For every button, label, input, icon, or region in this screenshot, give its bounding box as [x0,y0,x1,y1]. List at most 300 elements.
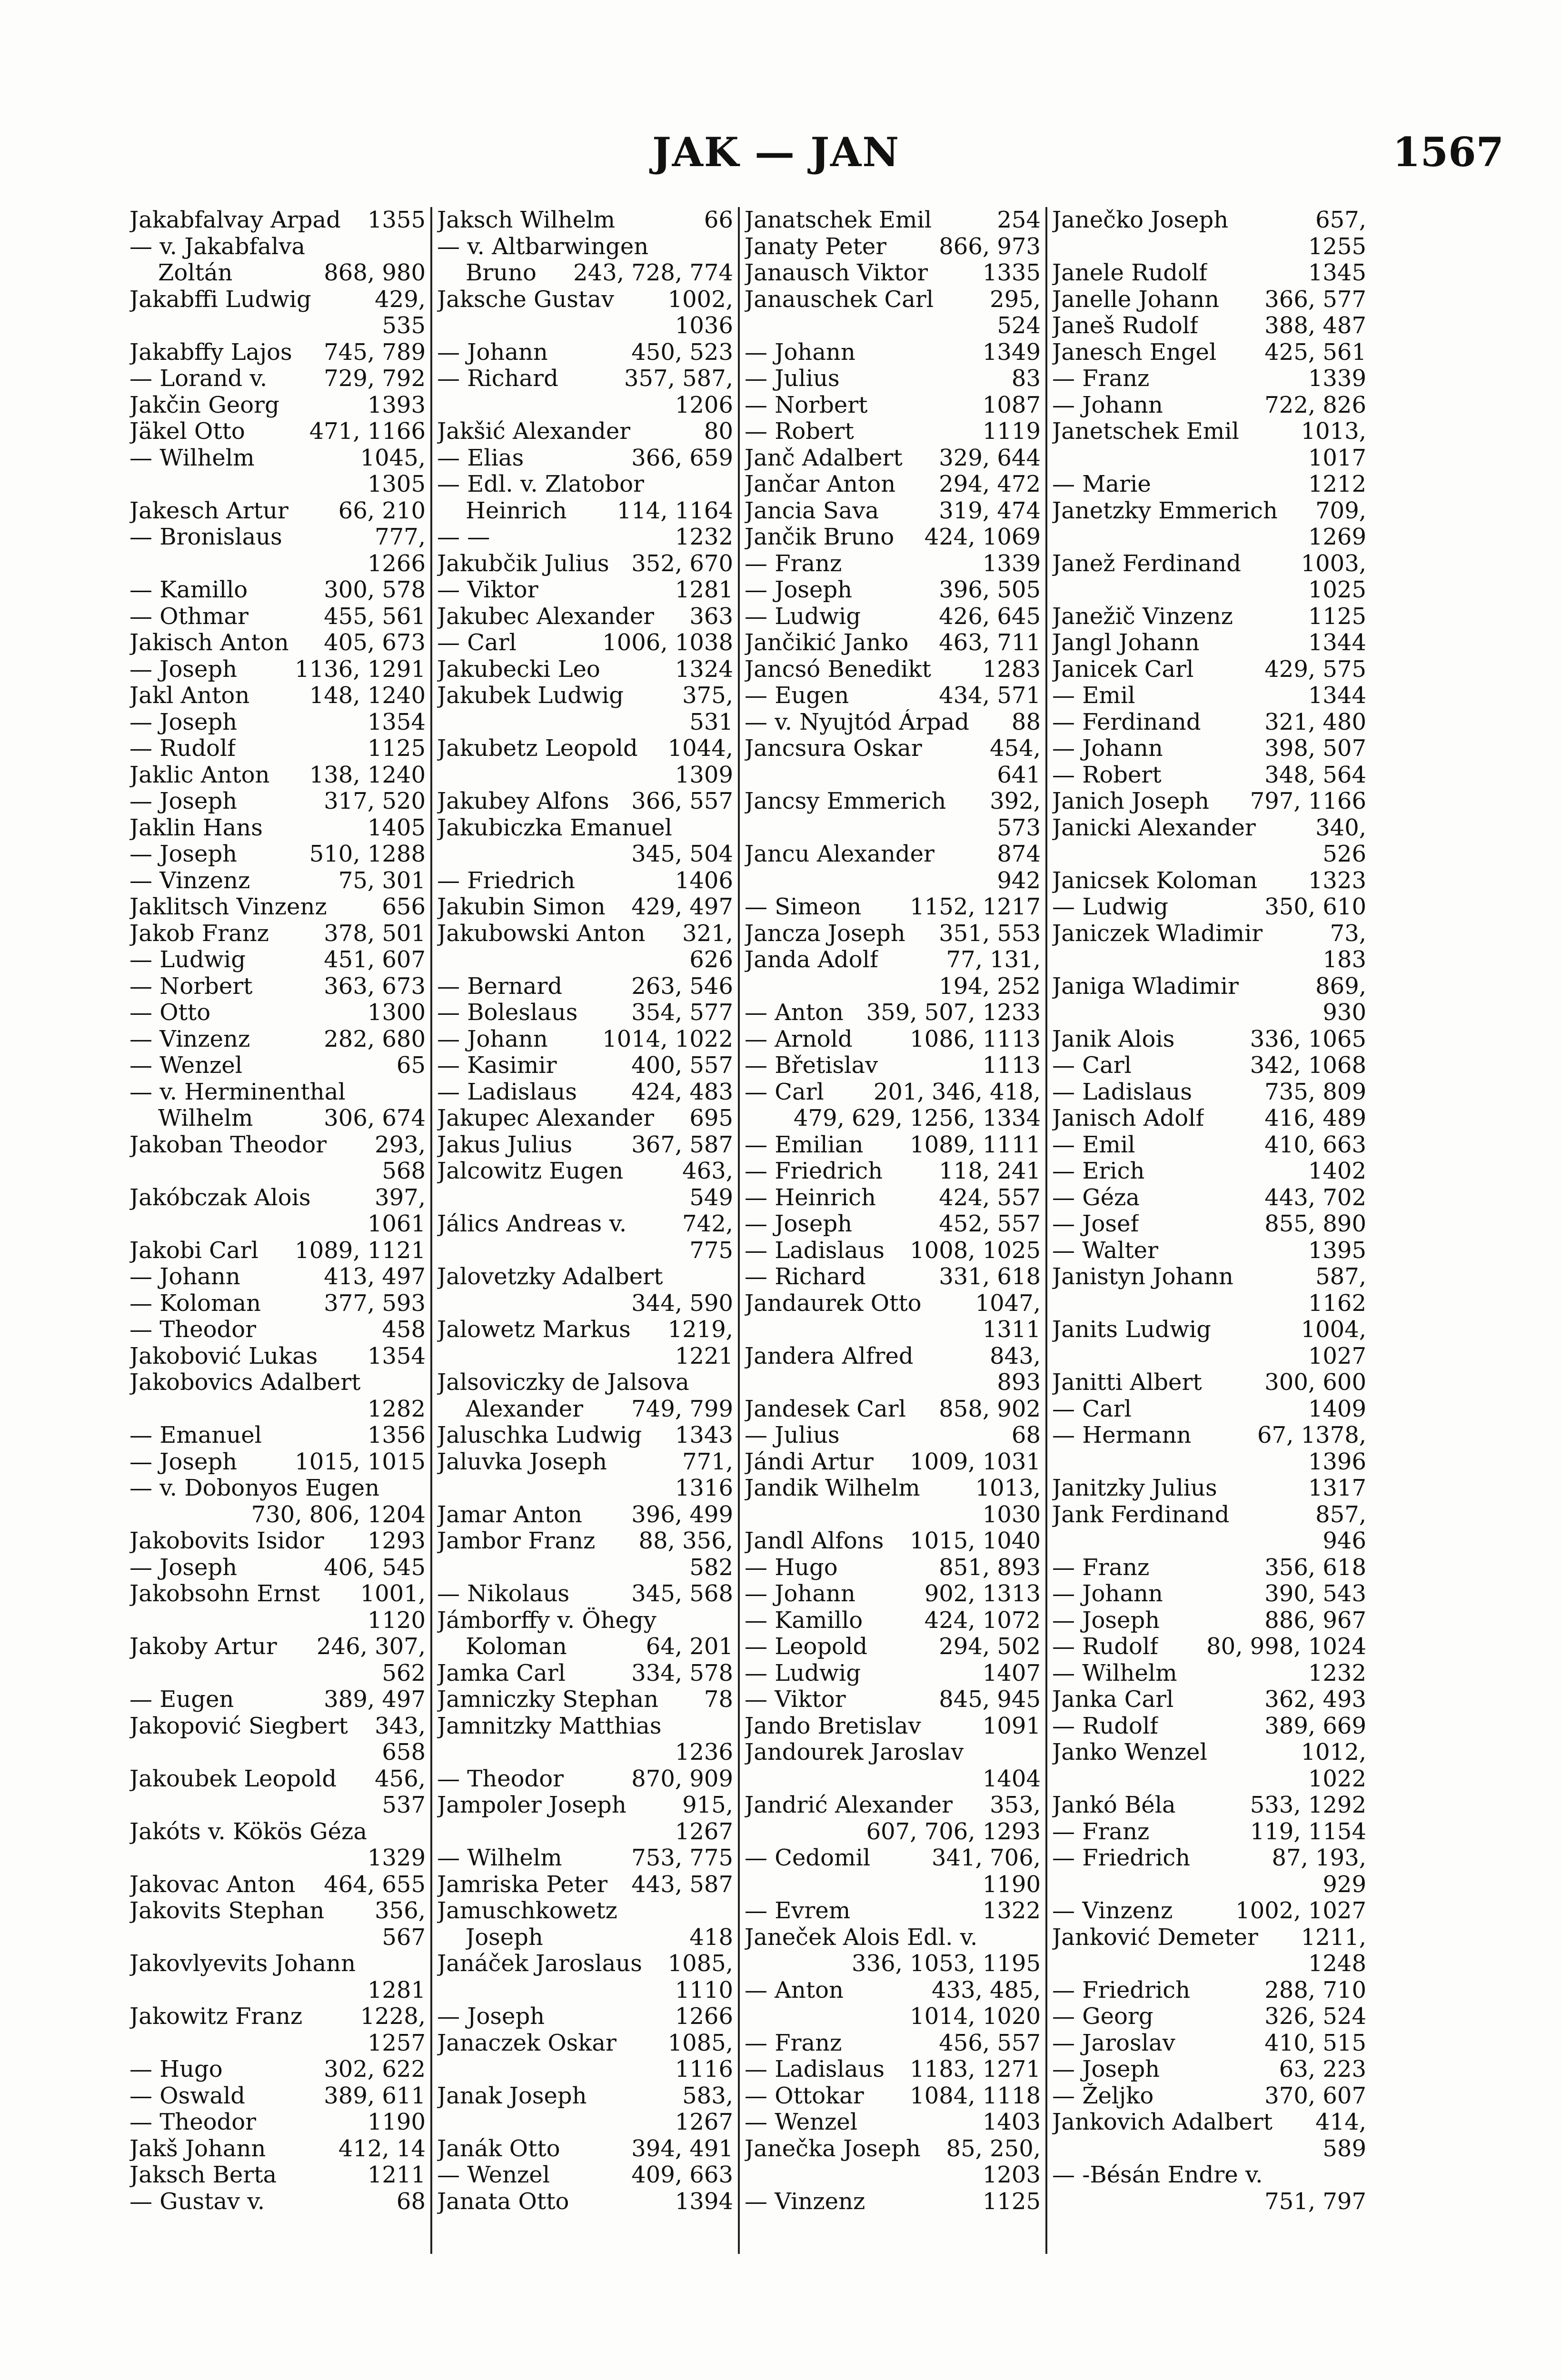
entry-name: Janatschek Emil [745,207,932,233]
entry-continuation: 641 [997,762,1041,788]
directory-entry [129,2056,426,2083]
directory-entry [129,2109,426,2136]
entry-pages: 388, 487 [1264,313,1366,339]
entry-continuation: 1014, 1020 [910,2003,1041,2030]
entry-continuation: 582 [689,1554,733,1581]
entry-name: — -Bésán Endre v. [1052,2162,1263,2188]
entry-name: Jandaurek Otto [745,1290,922,1317]
entry-pages: 1293 [367,1528,426,1554]
entry-pages: 1300 [367,1000,426,1026]
directory-entry [745,1634,1041,1660]
entry-name: — Cedomil [745,1845,871,1871]
entry-name: Jakubec Alexander [437,603,655,630]
entry-pages: 1087 [982,392,1041,418]
entry-continuation: 567 [382,1924,426,1951]
directory-entry [437,630,733,656]
directory-entry [437,1105,733,1132]
directory-entry [437,1660,733,1687]
entry-pages: 424, 1072 [924,1607,1041,1634]
directory-entry [129,604,426,630]
entry-continuation: 930 [1322,1000,1366,1026]
entry-pages: 119, 1154 [1250,1818,1366,1845]
entry-name: Jakubiczka Emanuel [437,814,672,841]
directory-entry [129,1000,426,1026]
directory-entry [129,1185,426,1211]
entry-name: — Carl [1052,1396,1132,1422]
entry-continuation: 1022 [1308,1765,1366,1792]
entry-name: Jakčin Georg [129,392,279,418]
directory-entry [1052,1607,1366,1634]
directory-entry [129,1766,426,1793]
entry-pages: 389, 611 [324,2082,426,2109]
directory-entry [745,947,1041,973]
directory-entry [437,1898,733,1924]
directory-entry [129,2136,426,2162]
directory-entry [437,471,733,498]
directory-entry [1052,735,1366,762]
entry-name: Jandrić Alexander [745,1792,953,1818]
entry-name: — Kamillo [129,577,248,603]
entry-pages: 1283 [982,656,1041,683]
directory-entry [1052,1052,1366,1079]
entry-pages: 392, [990,788,1041,814]
directory-entry [745,1290,1041,1317]
entry-pages: 63, 223 [1279,2056,1366,2082]
entry-pages: 1001, [360,1581,426,1607]
directory-entry [437,551,733,577]
entry-pages: 1339 [982,550,1041,577]
directory-entry [1052,2083,1366,2110]
entry-continuation: 1305 [367,471,426,497]
entry-name: Jandesek Carl [745,1396,906,1422]
entry-name: Jakoby Artur [129,1634,277,1660]
directory-entry [129,577,426,604]
entry-name: — Carl [437,630,517,656]
entry-pages: 1136, 1291 [295,656,426,683]
entry-pages: 1002, 1027 [1235,1898,1366,1924]
directory-entry [437,815,733,842]
directory-entry [437,735,733,762]
entry-pages: 656 [382,894,426,920]
entry-name: — Franz [1052,1554,1150,1581]
directory-entry [437,498,733,525]
entry-name: Jaklin Hans [129,814,263,841]
directory-entry [1052,1317,1366,1343]
directory-entry [1052,207,1366,234]
entry-pages: 366, 659 [631,445,733,471]
directory-entry [745,234,1041,260]
entry-pages: 657, [1315,207,1366,233]
entry-pages: 915, [682,1792,733,1818]
entry-name: Janák Otto [437,2135,560,2162]
directory-entry [437,788,733,815]
entry-pages: 67, 1378, [1257,1422,1366,1448]
entry-pages: 294, 502 [939,1634,1041,1660]
directory-entry [745,207,1041,234]
entry-name: — Joseph [129,788,238,814]
entry-pages: 886, 967 [1264,1607,1366,1634]
entry-pages: 1219, [667,1317,733,1343]
directory-entry [129,2083,426,2110]
directory-entry [129,1343,426,1370]
directory-entry [129,2003,426,2030]
directory-entry [437,683,733,709]
directory-entry [745,577,1041,604]
directory-entry [129,868,426,894]
directory-entry [437,973,733,1000]
entry-name: — Carl [745,1079,824,1105]
directory-entry [1052,2030,1366,2057]
entry-name: — Bronislaus [129,524,282,550]
directory-entry [437,287,733,313]
entry-name: — Theodor [437,1765,564,1792]
directory-entry [129,709,426,736]
entry-name: — Franz [745,550,842,577]
entry-pages: 321, 480 [1264,709,1366,735]
entry-name: Jankó Béla [1052,1792,1176,1818]
directory-entry [129,1686,426,1713]
entry-name: Janáček Jaroslaus [437,1951,642,1977]
entry-pages: 443, 587 [631,1871,733,1898]
directory-entry [745,392,1041,419]
directory-entry [437,1079,733,1106]
entry-name: — Joseph [1052,2056,1160,2082]
directory-entry [1052,1185,1366,1211]
directory-entry [745,735,1041,762]
entry-name: — Ladislaus [745,1237,885,1264]
entry-pages: 377, 593 [324,1290,426,1317]
entry-pages: 777, [375,524,426,550]
entry-pages: 1345 [1308,260,1366,286]
entry-name: Janeček Alois Edl. v. [745,1924,978,1951]
directory-entry [437,1792,733,1819]
entry-pages: 396, 499 [631,1501,733,1528]
entry-pages: 870, 909 [631,1765,733,1792]
entry-name: Jakubey Alfons [437,788,609,814]
entry-pages: 1349 [982,339,1041,366]
entry-pages: 416, 489 [1264,1105,1366,1131]
directory-entry [745,2083,1041,2110]
entry-pages: 1014, 1022 [602,1026,733,1052]
entry-name: — Rudolf [1052,1634,1159,1660]
entry-pages: 1047, [975,1290,1041,1317]
entry-pages: 75, 301 [338,867,426,894]
entry-name: Jakobovics Adalbert [129,1369,361,1396]
entry-name: Jančikić Janko [745,630,909,656]
entry-name: Janka Carl [1052,1686,1174,1713]
entry-name: — Wenzel [745,2109,858,2135]
entry-name: — Erich [1052,1158,1145,1184]
entry-pages: 243, 728, 774 [573,260,733,286]
entry-pages: 874 [997,841,1041,867]
entry-pages: 771, [682,1448,733,1475]
entry-name: Janiczek Wladimir [1052,920,1263,947]
entry-pages: 68 [1011,1422,1041,1448]
directory-entry [437,1766,733,1793]
entry-name: Jalovetzky Adalbert [437,1264,663,1290]
entry-name: Janč Adalbert [745,445,903,471]
entry-continuation: 344, 590 [631,1290,733,1317]
entry-continuation: 1267 [675,1818,733,1845]
entry-continuation: 1027 [1308,1343,1366,1369]
entry-pages: 331, 618 [939,1264,1041,1290]
entry-name: — Eugen [745,683,849,709]
directory-entry [129,339,426,366]
directory-entry [1052,1686,1366,1713]
entry-continuation: 336, 1053, 1195 [852,1951,1041,1977]
entry-pages: 1354 [367,1343,426,1369]
entry-pages: 302, 622 [324,2056,426,2082]
entry-pages: 1344 [1308,630,1366,656]
directory-entry [745,921,1041,947]
entry-pages: 1089, 1121 [295,1237,426,1264]
entry-continuation: 1282 [367,1396,426,1422]
entry-pages: 456, [375,1765,426,1792]
directory-entry [745,1079,1041,1106]
entry-name: — Robert [1052,762,1162,788]
directory-entry [745,1739,1041,1766]
entry-pages: 1356 [367,1422,426,1448]
entry-pages: 363, 673 [324,973,426,1000]
directory-entry [437,1396,733,1423]
entry-pages: 88 [1011,709,1041,735]
entry-pages: 1211, [1301,1924,1366,1951]
entry-pages: 351, 553 [939,920,1041,947]
entry-name: Janak Joseph [437,2082,587,2109]
entry-pages: 1045, [360,445,426,471]
entry-name: Jakubecki Leo [437,656,600,683]
entry-continuation: 1061 [367,1211,426,1237]
entry-pages: 414, [1315,2109,1366,2135]
directory-entry [437,1449,733,1476]
entry-name: Janetzky Emmerich [1052,497,1278,524]
entry-pages: 340, [1315,814,1366,841]
entry-name: Janauschek Carl [745,286,934,313]
entry-name: Jandera Alfred [745,1343,914,1369]
directory-entry [437,1000,733,1026]
entry-continuation: 549 [689,1184,733,1211]
entry-continuation: 1190 [982,1871,1041,1898]
entry-continuation: 562 [382,1660,426,1686]
entry-name: Janiga Wladimir [1052,973,1239,1000]
entry-name: — Joseph [745,1211,853,1237]
directory-entry [129,1105,426,1132]
entry-name: — Vinzenz [745,2188,865,2215]
entry-pages: 148, 1240 [309,683,426,709]
entry-continuation: 1203 [982,2162,1041,2188]
entry-name: — Richard [437,366,558,392]
directory-entry [1052,1555,1366,1581]
directory-entry [745,287,1041,313]
entry-pages: 343, [375,1713,426,1739]
entry-pages: 902, 1313 [924,1581,1041,1607]
entry-pages: 118, 241 [939,1158,1041,1184]
entry-name: Jakoban Theodor [129,1131,327,1158]
directory-entry [745,339,1041,366]
directory-entry [745,1581,1041,1607]
entry-pages: 866, 973 [939,233,1041,260]
entry-pages: 1405 [367,814,426,841]
entry-name: Jančik Bruno [745,524,895,550]
entry-pages: 455, 561 [324,603,426,630]
entry-name: Jakubetz Leopold [437,735,638,762]
directory-entry [129,234,426,260]
entry-pages: 1232 [1308,1660,1366,1686]
entry-name: — Ladislaus [745,2056,885,2082]
entry-name: — Edl. v. Zlatobor [437,471,644,497]
entry-continuation: 1404 [982,1765,1041,1792]
entry-continuation: 526 [1322,841,1366,867]
entry-continuation: 1329 [367,1845,426,1871]
directory-entry [437,524,733,551]
entry-pages: 1125 [982,2188,1041,2215]
entry-name: — Viktor [745,1686,846,1713]
entry-pages: 1343 [675,1422,733,1448]
entry-name: — Bernard [437,973,563,1000]
directory-entry [745,1343,1041,1370]
entry-continuation: 658 [382,1739,426,1765]
entry-pages: 1086, 1113 [910,1026,1041,1052]
directory-entry [745,1977,1041,2004]
directory-entry [745,2030,1041,2057]
running-head: JAK — JAN [652,129,900,176]
entry-name: Janich Joseph [1052,788,1209,814]
directory-entry [129,498,426,525]
entry-name: Jandourek Jaroslav [745,1739,964,1765]
entry-continuation: 775 [689,1237,733,1264]
directory-entry [1052,604,1366,630]
entry-name: — Johann [745,339,855,366]
entry-name: — Lorand v. [129,366,268,392]
directory-entry [1052,498,1366,525]
entry-pages: 709, [1315,497,1366,524]
entry-name: — Theodor [129,1317,257,1343]
entry-name: Jakšić Alexander [437,418,631,445]
directory-entry [437,1026,733,1053]
entry-pages: 1091 [982,1713,1041,1739]
entry-name: Jamka Carl [437,1660,566,1686]
entry-continuation: 1396 [1308,1448,1366,1475]
entry-name: — v. Jakabfalva [129,233,305,260]
directory-entry [745,1660,1041,1687]
directory-entry [1052,1502,1366,1528]
entry-name: — Robert [745,418,854,445]
directory-entry [129,445,426,472]
entry-name: — Břetislav [745,1052,878,1079]
entry-name: Jakovac Anton [129,1871,296,1898]
entry-name: — Wilhelm [1052,1660,1177,1686]
directory-entry [129,1369,426,1396]
entry-continuation: 626 [689,947,733,973]
directory-entry [129,762,426,789]
directory-entry [129,1898,426,1924]
directory-entry [437,2189,733,2215]
entry-name: Jampoler Joseph [437,1792,626,1818]
directory-entry [745,1686,1041,1713]
entry-name: Janko Wenzel [1052,1739,1207,1765]
directory-entry [129,630,426,656]
entry-continuation: 1281 [367,1977,426,2003]
entry-continuation: 537 [382,1792,426,1818]
entry-name: Jäkel Otto [129,418,245,445]
directory-entry [745,1792,1041,1819]
entry-pages: 88, 356, [638,1528,733,1554]
entry-continuation: 942 [997,867,1041,894]
entry-name: Jalcowitz Eugen [437,1158,624,1184]
directory-entry [437,1264,733,1290]
entry-name: Alexander [466,1396,584,1422]
entry-pages: 1339 [1308,366,1366,392]
entry-pages: 375, [682,683,733,709]
directory-entry [1052,1396,1366,1423]
entry-pages: 425, 561 [1264,339,1366,366]
entry-pages: 66, 210 [338,497,426,524]
directory-entry [129,392,426,419]
entry-continuation: 1206 [675,392,733,418]
entry-name: — Joseph [129,1448,238,1475]
directory-entry [437,1951,733,1977]
directory-entry [745,2136,1041,2162]
entry-continuation: 1316 [675,1475,733,1501]
entry-continuation: 607, 706, 1293 [866,1818,1041,1845]
directory-entry [745,1713,1041,1740]
entry-name: — Kasimir [437,1052,557,1079]
directory-entry [1052,1819,1366,1845]
entry-pages: 426, 645 [939,603,1041,630]
entry-continuation: 946 [1322,1528,1366,1554]
entry-pages: 78 [704,1686,733,1713]
entry-pages: 729, 792 [324,366,426,392]
directory-entry [1052,287,1366,313]
entry-name: — Friedrich [437,867,576,894]
directory-entry [1052,1264,1366,1290]
directory-entry [1052,1845,1366,1872]
directory-entry [745,1185,1041,1211]
entry-pages: 843, [990,1343,1041,1369]
entry-pages: 336, 1065 [1250,1026,1366,1052]
entry-name: — Joseph [129,1554,238,1581]
directory-entry [437,1317,733,1343]
entry-name: — Hugo [129,2056,223,2082]
entry-pages: 367, 587 [631,1131,733,1158]
entry-continuation: 194, 252 [939,973,1041,1000]
entry-pages: 857, [1315,1501,1366,1528]
entry-name: — Ludwig [745,1660,861,1686]
entry-pages: 73, [1330,920,1366,947]
entry-name: — Johann [129,1264,240,1290]
directory-entry [1052,1422,1366,1449]
entry-continuation: 1266 [367,550,426,577]
entry-pages: 350, 610 [1264,894,1366,920]
entry-pages: 510, 1288 [309,841,426,867]
entry-continuation: 1025 [1308,577,1366,603]
entry-pages: 390, 543 [1264,1581,1366,1607]
entry-pages: 356, [375,1898,426,1924]
entry-pages: 1125 [1308,603,1366,630]
entry-pages: 353, [990,1792,1041,1818]
entry-pages: 341, 706, [931,1845,1041,1871]
entry-name: — Wenzel [437,2162,550,2188]
directory-entry [129,366,426,392]
directory-entry [1052,1211,1366,1238]
entry-name: Jakovits Stephan [129,1898,325,1924]
directory-entry [129,1819,426,1845]
entry-pages: 1113 [982,1052,1041,1079]
directory-entry [437,207,733,234]
directory-entry [1052,366,1366,392]
directory-entry [1052,894,1366,921]
entry-name: Jakabffi Ludwig [129,286,311,313]
